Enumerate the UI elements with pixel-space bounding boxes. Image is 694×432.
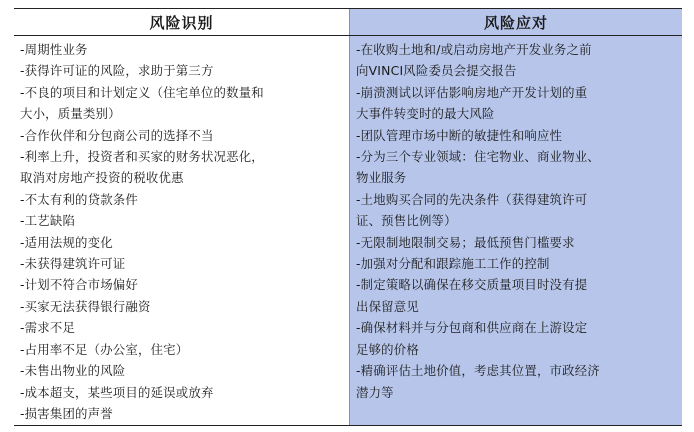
table-header-row — [14, 9, 682, 36]
risk-item: -工艺缺陷 — [20, 213, 76, 229]
response-item: 大事件转变时的最大风险 — [356, 106, 495, 122]
risk-item: -未获得建筑许可证 — [20, 256, 126, 272]
header-risk-identification: 风险识别 — [149, 13, 214, 32]
risk-response-column — [349, 36, 682, 425]
risk-item: -获得许可证的风险，求助于第三方 — [20, 63, 214, 79]
response-item: -分为三个专业领域：住宅物业、商业物业、 — [356, 149, 600, 165]
risk-item: 取消对房地产投资的税收优惠 — [20, 170, 184, 186]
risk-table — [14, 8, 682, 426]
risk-item: -需求不足 — [20, 320, 76, 336]
response-item: -制定策略以确保在移交质量项目时没有提 — [356, 277, 588, 293]
response-item: 足够的价格 — [356, 341, 419, 357]
risk-item: -不良的项目和计划定义（住宅单位的数量和 — [20, 84, 264, 100]
risk-item: -损害集团的声誉 — [20, 405, 113, 421]
response-item: -崩溃测试以评估影响房地产开发计划的重 — [356, 84, 588, 100]
response-item: -在收购土地和/或启动房地产开发业务之前 — [356, 42, 592, 57]
response-item: -加强对分配和跟踪施工工作的控制 — [356, 256, 550, 272]
response-item: -无限制地限制交易；最低预售门槛要求 — [356, 234, 575, 250]
risk-item: -合作伙伴和分包商公司的选择不当 — [20, 127, 214, 143]
risk-item: -周期性业务 — [20, 42, 88, 57]
risk-item: 大小，质量类别） — [20, 106, 121, 122]
table-body-row — [14, 36, 682, 425]
risk-identification-column — [14, 36, 349, 425]
response-item: -确保材料并与分包商和供应商在上游设定 — [356, 320, 588, 336]
header-risk-response: 风险应对 — [349, 9, 682, 35]
response-item: 物业服务 — [356, 170, 407, 186]
response-item: 向VINCI风险委员会提交报告 — [356, 63, 517, 79]
response-item: 出保留意见 — [356, 298, 419, 314]
response-item: -团队管理市场中断的敏捷性和响应性 — [356, 127, 563, 143]
risk-item: -成本超支，某些项目的延误或放弃 — [20, 384, 214, 400]
response-item: -精确评估土地价值，考虑其位置，市政经济 — [356, 363, 600, 379]
risk-item: -买家无法获得银行融资 — [20, 298, 151, 314]
risk-item: -不太有利的贷款条件 — [20, 191, 138, 207]
response-item: -土地购买合同的先决条件（获得建筑许可 — [356, 191, 588, 207]
response-item: 证、预售比例等） — [356, 213, 457, 229]
risk-item: -占用率不足（办公室，住宅） — [20, 341, 189, 357]
risk-item: -未售出物业的风险 — [20, 363, 126, 379]
risk-item: -计划不符合市场偏好 — [20, 277, 138, 293]
response-item: 潜力等 — [356, 384, 394, 400]
risk-item: -利率上升，投资者和买家的财务状况恶化， — [20, 149, 264, 165]
risk-item: -适用法规的变化 — [20, 234, 113, 250]
